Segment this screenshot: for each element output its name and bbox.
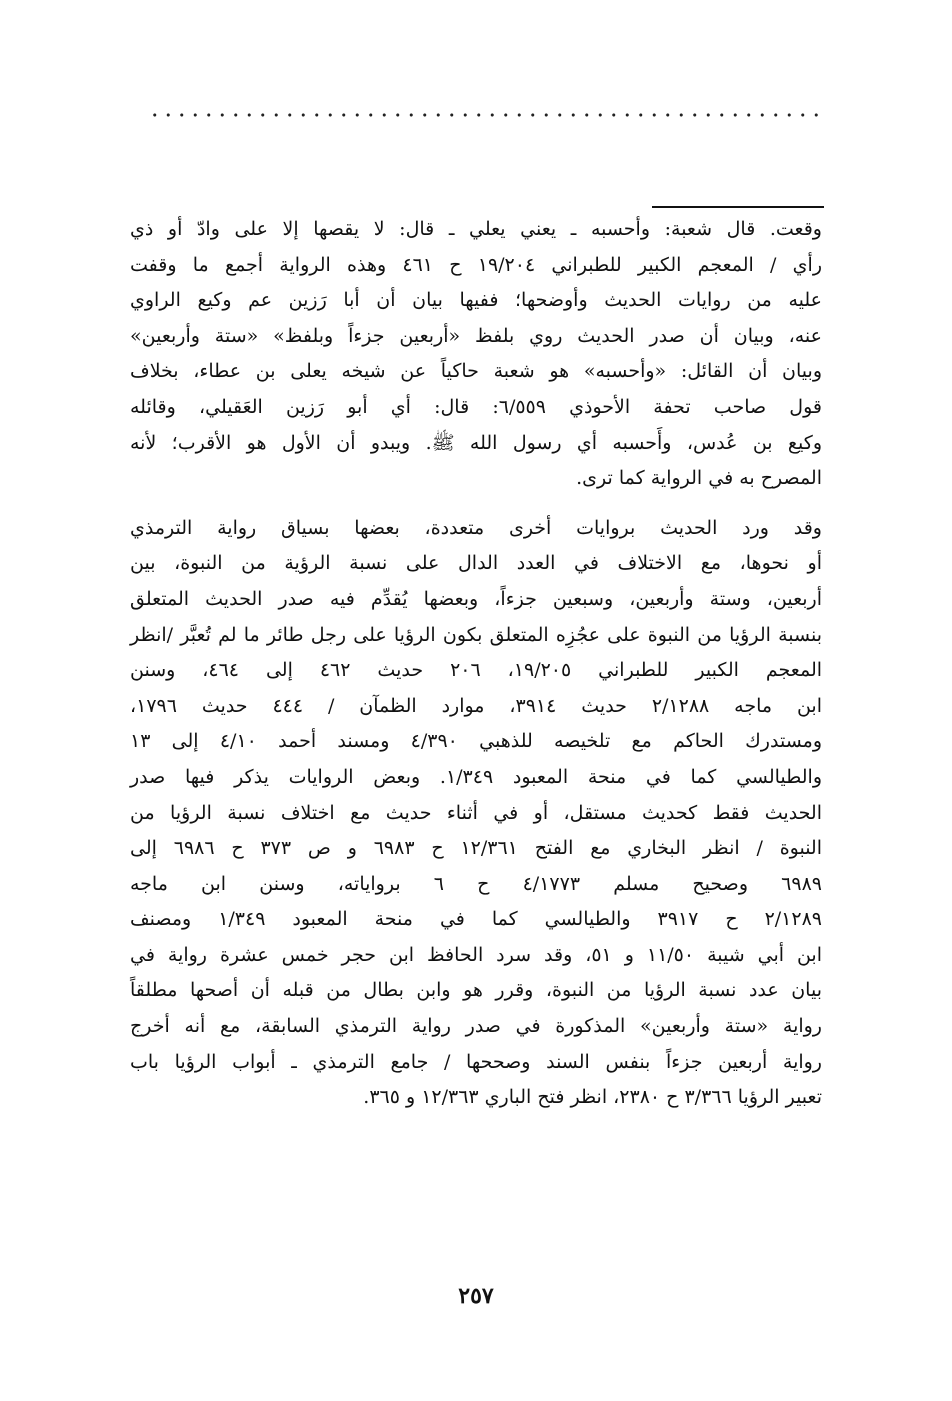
- text-line: ٢/١٢٨٩ ح ٣٩١٧ والطيالسي كما في منحة المعبود ١/٣٤٩ ومصنف: [130, 908, 822, 931]
- footnote-text: [130, 212, 822, 1116]
- text-line: وقعت. قال شعبة: وأحسبه ـ يعني يعلي ـ قال: لا يقصها إلا على وادّ أو ذي: [130, 218, 822, 240]
- text-line: أربعين، وستة وأربعين، وسبعين جزءاً، وبعضها يُقدِّم فيه صدر الحديث المتعلق: [130, 587, 822, 610]
- text-line: وكيع بن عُدس، وأَحسبه أي رسول الله ﷺ. ويبدو أن الأول هو الأقرب؛ لأنه: [130, 431, 822, 454]
- text-line: قول صاحب تحفة الأحوذي ٦/٥٥٩: قال: أي أبو رَزين العَقيلي، وقائله: [130, 395, 822, 418]
- text-line: وقد ورد الحديث بروايات أخرى متعددة، بعضها بسياق رواية الترمذي: [130, 516, 822, 539]
- text-line: بيان عدد نسبة الرؤيا من النبوة، وقرر هو وابن بطال من قبله أن أصحها مطلقاً: [130, 979, 822, 1002]
- footnote-paragraph-2: [130, 511, 822, 1116]
- text-line: تعبير الرؤيا ٣/٣٦٦ ح ٢٣٨٠، انظر فتح الباري ١٢/٣٦٣ و ٣٦٥.: [363, 1086, 822, 1109]
- text-line: المعجم الكبير للطبراني ١٩/٢٠٥، ٢٠٦ حديث ٤٦٢ إلى ٤٦٤، وسنن: [130, 659, 823, 682]
- text-line: أو نحوها، مع الاختلاف في العدد الدال على نسبة الرؤية من النبوة، بين: [130, 552, 822, 575]
- text-line: الحديث فقط كحديث مستقل، أو في أثناء حديث مع اختلاف نسبة الرؤيا من: [130, 801, 822, 824]
- text-line: وبيان أن القائل: «وأحسبه» هو شعبة حاكياً عن شيخه يعلى بن عطاء، بخلاف: [130, 360, 822, 383]
- footnote-paragraph-1: [130, 212, 822, 497]
- text-line: ابن أبي شيبة ١١/٥٠ و ٥١، وقد سرد الحافظ ابن حجر خمس عشرة رواية في: [130, 943, 822, 966]
- text-line: رأي / المعجم الكبير للطبراني ١٩/٢٠٤ ح ٤٦١ وهذه الرواية أجمع ما وقفت: [130, 253, 822, 276]
- text-line: رواية أربعين جزءاً بنفس السند وصححها / جامع الترمذي ـ أبواب الرؤيا باب: [130, 1050, 822, 1073]
- text-line: ومستدرك الحاكم مع تلخيصه للذهبي ٤/٣٩٠ ومسند أحمد ٤/١٠ إلى ١٣: [130, 730, 822, 753]
- text-line: رواية «ستة وأربعين» المذكورة في صدر رواية الترمذي السابقة، مع أنه أخرج: [130, 1015, 822, 1038]
- text-line: بنسبة الرؤيا من النبوة على عجُزِه المتعلق بكون الرؤيا على رجل طائر ما لم تُعبَّر /انظر: [130, 623, 822, 646]
- footnote-rule: [652, 206, 824, 208]
- page-number: ٢٥٧: [458, 1283, 494, 1309]
- text-line: المصرح به في الرواية كما ترى.: [576, 467, 822, 490]
- text-line: ٦٩٨٩ وصحيح مسلم ٤/١٧٧٣ ح ٦ برواياته، وسنن ابن ماجه: [130, 872, 822, 895]
- text-line: عنه، وبيان أن صدر الحديث روي بلفظ «أربعين جزءاً وبلفظ» «ستة وأربعين»: [130, 324, 822, 347]
- text-line: عليه من روايات الحديث وأوضحها؛ ففيها بيان أن أبا رَزين عم وكيع الراوي: [130, 289, 822, 312]
- text-line: والطيالسي كما في منحة المعبود ١/٣٤٩. وبعض الروايات يذكر فيها صدر: [130, 765, 822, 788]
- dotted-separator: [148, 112, 818, 118]
- text-line: النبوة / انظر البخاري مع الفتح ١٢/٣٦١ ح ٦٩٨٣ و ص ٣٧٣ ح ٦٩٨٦ إلى: [130, 837, 823, 860]
- text-line: ابن ماجه ٢/١٢٨٨ حديث ٣٩١٤، موارد الظمآن / ٤٤٤ حديث ١٧٩٦،: [130, 694, 823, 717]
